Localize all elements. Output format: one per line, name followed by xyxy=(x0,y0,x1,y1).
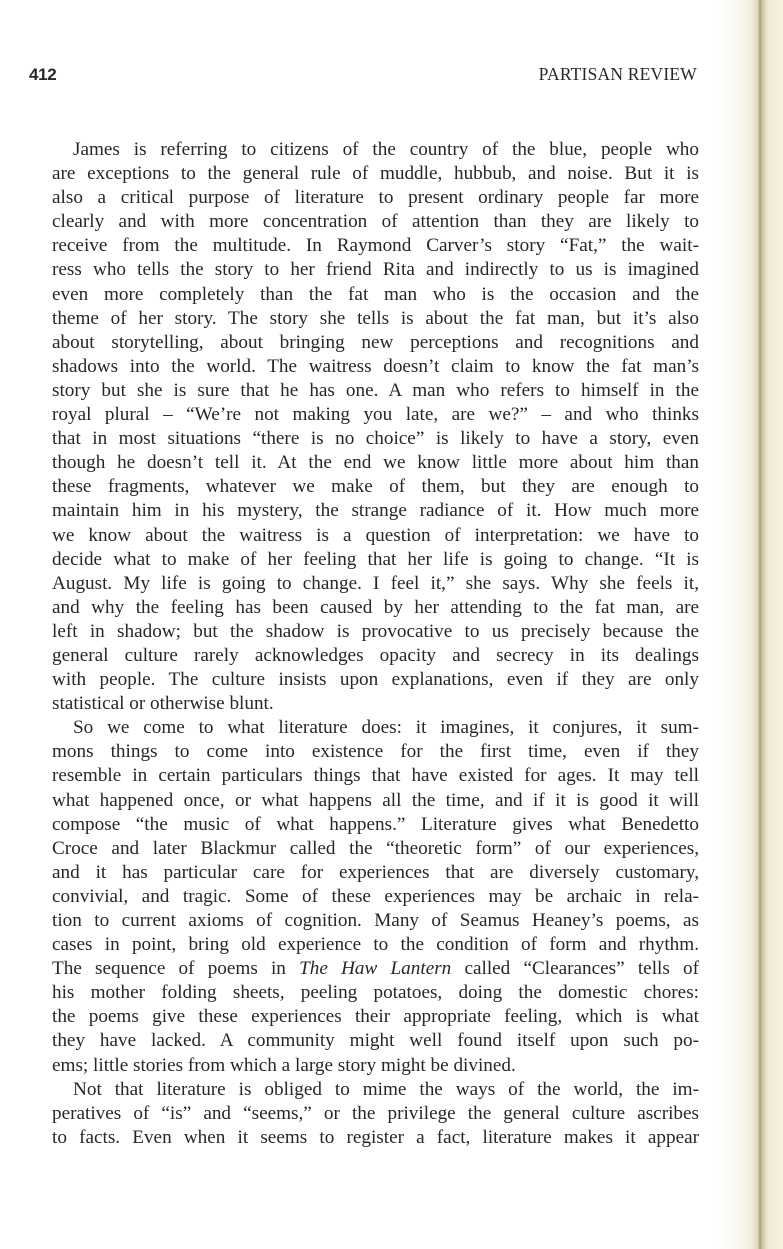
text-line: they have lacked. A community might well found itself upon such po- xyxy=(52,1030,699,1052)
text-line: what happened once, or what happens all the time, and if it is good it will xyxy=(52,789,699,811)
text-line: royal plural – “We’re not making you late, are we?” – and who thinks xyxy=(52,404,699,426)
text-line: about storytelling, about bringing new perceptions and recognitions and xyxy=(52,331,699,353)
page-number: 412 xyxy=(29,65,57,84)
book-title: The Haw Lantern xyxy=(299,958,452,980)
text-line: that in most situations “there is no choice” is likely to have a story, even xyxy=(52,428,699,450)
text-line: are exceptions to the general rule of muddle, hubbub, and noise. But it is xyxy=(52,163,699,185)
text-line: tion to current axioms of cognition. Many of Seamus Heaney’s poems, as xyxy=(52,910,699,931)
text-line: Not that literature is obliged to mime the ways of the world, the im- xyxy=(73,1078,699,1100)
text-line: peratives of “is” and “seems,” or the privilege the general culture ascribes xyxy=(52,1102,699,1124)
running-head xyxy=(29,64,697,88)
text-line: and why the feeling has been caused by her attending to the fat man, are xyxy=(52,596,699,618)
text-line: also a critical purpose of literature to present ordinary people far more xyxy=(52,187,699,209)
text-line-with-title xyxy=(52,957,699,981)
body-text xyxy=(52,138,699,1150)
text-line: maintain him in his mystery, the strange radiance of it. How much more xyxy=(52,500,699,522)
text-line: we know about the waitress is a question of interpretation: we have to xyxy=(52,524,699,546)
text-line: and it has particular care for experiences that are diversely customary, xyxy=(52,861,699,883)
text-line: the poems give these experiences their appropriate feeling, which is what xyxy=(52,1006,699,1028)
text-line: receive from the multitude. In Raymond Carver’s story “Fat,” the wait- xyxy=(52,235,699,257)
text-line: mons things to come into existence for the first time, even if they xyxy=(52,741,699,763)
text-line: these fragments, whatever we make of them, but they are enough to xyxy=(52,476,699,498)
text-line: to facts. Even when it seems to register a fact, literature makes it appear xyxy=(52,1126,699,1148)
text-line: cases in point, bring old experience to the condition of form and rhythm. xyxy=(52,934,699,956)
text-line: decide what to make of her feeling that her life is going to change. “It is xyxy=(52,548,699,570)
text-line: convivial, and tragic. Some of these experiences may be archaic in rela- xyxy=(52,885,699,907)
text-line: ems; little stories from which a large story might be divined. xyxy=(52,1054,516,1076)
text-line: resemble in certain particulars things that have existed for ages. It may tell xyxy=(52,765,699,787)
text-line: clearly and with more concentration of attention than they are likely to xyxy=(52,211,699,233)
text-line: story but she is sure that he has one. A man who refers to himself in the xyxy=(52,379,699,401)
text-line: even more completely than the fat man who is the occasion and the xyxy=(52,283,699,305)
text-line: So we come to what literature does: it imagines, it conjures, it sum- xyxy=(73,717,699,739)
text-line: Croce and later Blackmur called the “theoretic form” of our experiences, xyxy=(52,837,699,859)
text-line: August. My life is going to change. I feel it,” she says. Why she feels it, xyxy=(52,572,699,594)
text-line: James is referring to citizens of the country of the blue, people who xyxy=(73,139,699,160)
text-run: The sequence of poems in xyxy=(52,958,300,980)
text-line: compose “the music of what happens.” Literature gives what Benedetto xyxy=(52,813,699,835)
text-line: his mother folding sheets, peeling potatoes, doing the domestic chores: xyxy=(52,982,699,1004)
text-line: statistical or otherwise blunt. xyxy=(52,693,274,715)
text-line: general culture rarely acknowledges opacity and secrecy in its dealings xyxy=(52,644,699,666)
text-line: with people. The culture insists upon explanations, even if they are only xyxy=(52,669,699,691)
text-run: called “Clearances” tells of xyxy=(451,958,699,980)
text-line: theme of her story. The story she tells is about the fat man, but it’s also xyxy=(52,307,699,329)
text-line: left in shadow; but the shadow is provocative to us precisely because the xyxy=(52,620,699,642)
text-line: though he doesn’t tell it. At the end we know little more about him than xyxy=(52,452,699,474)
text-line: ress who tells the story to her friend Rita and indirectly to us is imagined xyxy=(52,259,699,281)
journal-title: PARTISAN REVIEW xyxy=(538,64,697,84)
text-line: shadows into the world. The waitress doesn’t claim to know the fat man’s xyxy=(52,355,699,377)
